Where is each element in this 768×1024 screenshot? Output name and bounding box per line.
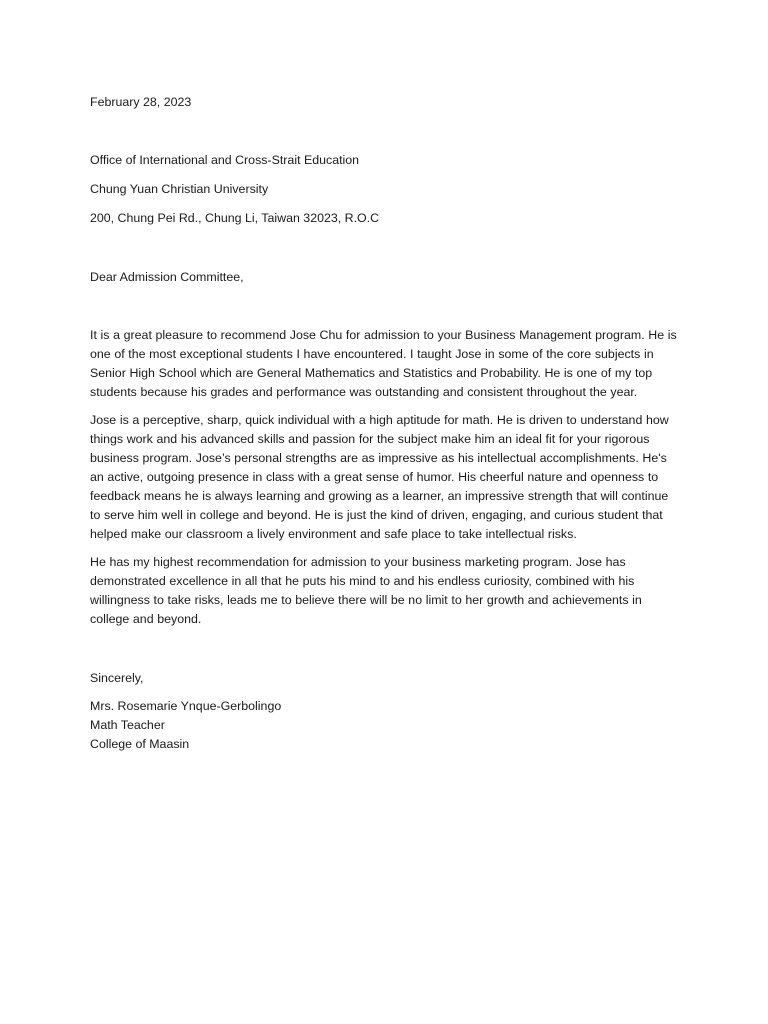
signature-block (90, 697, 680, 754)
body-paragraph-1: It is a great pleasure to recommend Jose Chu for admission to your Business Management program. He is one of the most exceptional students I have encountered. I taught Jose in some of the core subjects in Senior High School which are General Mathematics and Statistics and Probability. He is one of my top students because his grades and performance was outstanding and consistent throughout the year. (90, 328, 677, 399)
signer-title: Math Teacher (90, 718, 165, 732)
body-paragraph-2: Jose is a perceptive, sharp, quick individual with a high aptitude for math. He is driven to understand how things work and his advanced skills and passion for the subject make him an ideal fit for your rigorous business program. Jose’s personal strengths are as impressive as his intellectual accomplishments. He's an active, outgoing presence in class with a great sense of humor. His cheerful nature and openness to feedback means he is always learning and growing as a learner, an impressive strength that will continue to serve him well in college and beyond. He is just the kind of driven, engaging, and curious student that helped make our classroom a lively environment and safe place to take intellectual risks. (90, 413, 669, 541)
recipient-block (90, 151, 680, 228)
recipient-office: Office of International and Cross-Strait Education (90, 153, 360, 167)
salutation: Dear Admission Committee, (90, 270, 244, 284)
letter-body (90, 326, 680, 629)
signer-institution: College of Maasin (90, 737, 190, 751)
letter-date: February 28, 2023 (90, 95, 192, 109)
recommendation-letter (90, 93, 680, 754)
recipient-address: 200, Chung Pei Rd., Chung Li, Taiwan 32023, R.O.C (90, 211, 380, 225)
body-paragraph-3: He has my highest recommendation for admission to your business marketing program. Jose has demonstrated excellence in all that he puts his mind to and his endless curiosity, combined with his willingness to take risks, leads me to believe there will be no limit to her growth and achievements in college and beyond. (90, 555, 642, 626)
recipient-university: Chung Yuan Christian University (90, 182, 269, 196)
signer-name: Mrs. Rosemarie Ynque-Gerbolingo (90, 699, 282, 713)
closing: Sincerely, (90, 671, 144, 685)
